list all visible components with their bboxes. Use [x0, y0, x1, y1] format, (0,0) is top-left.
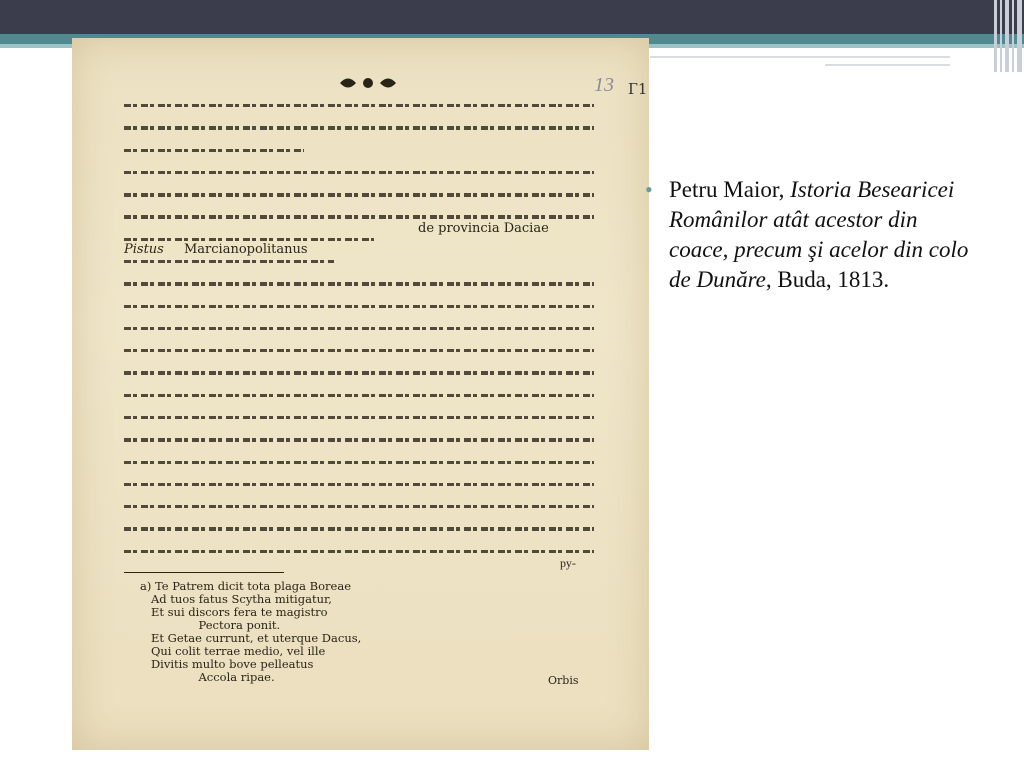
latin-inline-text: Marcianopolitanus: [184, 242, 308, 257]
catchword: ру-: [560, 556, 576, 570]
latin-inline-text: de provincia Daciae: [418, 221, 549, 236]
footnote-rule: [124, 572, 284, 573]
author-name: Petru Maior,: [669, 177, 791, 202]
latin-inline-text: Pistus: [124, 242, 164, 257]
bullet-text: [669, 175, 969, 295]
decorative-lines: [650, 54, 950, 68]
book-title: Istoria Besearicei Românilor atât acestor din coace, precum şi acelor din colo de Dunăre: [669, 177, 969, 292]
pencil-page-number: 13: [594, 74, 614, 96]
title-bar: [0, 0, 1024, 34]
publication-info: , Buda, 1813.: [765, 267, 890, 292]
cyrillic-body-text: [124, 104, 594, 572]
footnote-catchword: Orbis: [548, 674, 579, 687]
page-signature: Г1: [628, 80, 648, 98]
scanned-book-page: [72, 38, 649, 750]
ornament-icon: [338, 74, 398, 92]
bullet-icon: •: [645, 177, 653, 202]
decorative-stripes: [992, 0, 1024, 72]
latin-footnote: a) Te Patrem dicit tota plaga Boreae Ad tuos fatus Scytha mitigatur, Et sui discors fera te magistro Pectora ponit. Et Getae currunt, et uterque Dacus, Qui colit terrae medio, vel ille Divitis multo bove pelleatus Accola ripae.: [140, 579, 362, 684]
